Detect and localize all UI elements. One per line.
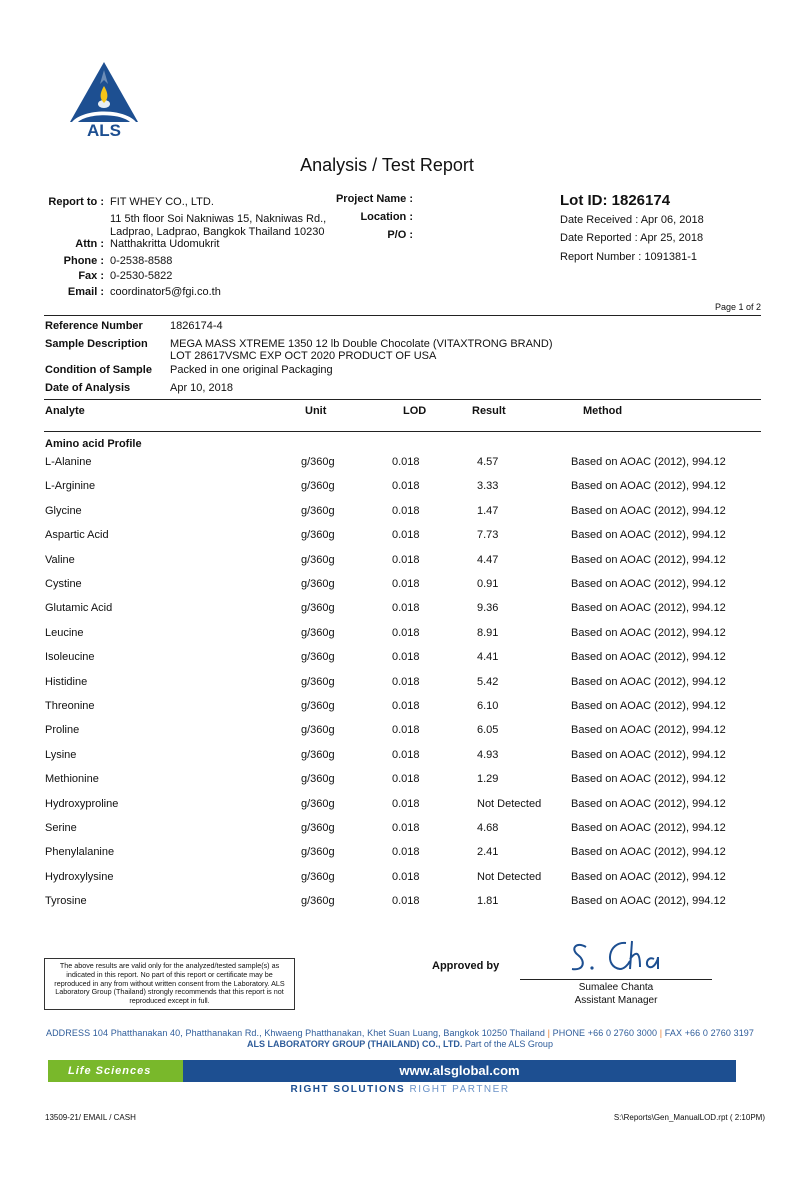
report-to-company: FIT WHEY CO., LTD.: [110, 196, 214, 208]
po-label: P/O :: [387, 229, 413, 241]
location-label: Location :: [360, 211, 413, 223]
report-to-address-line1: 11 5th floor Soi Nakniwas 15, Nakniwas Rd.,: [110, 213, 327, 225]
signature: [568, 937, 688, 977]
report-number: Report Number : 1091381-1: [560, 251, 697, 263]
phone-text: +66 0 2760 3000: [587, 1028, 658, 1038]
method-cell: Based on AOAC (2012), 994.12: [571, 846, 726, 859]
analyte-name: Threonine: [45, 700, 95, 712]
table-row: [0, 456, 800, 472]
analyte-name: Cystine: [45, 578, 82, 590]
analyte-name: Proline: [45, 724, 80, 737]
method-cell: Based on AOAC (2012), 994.12: [571, 456, 726, 468]
table-row: [0, 700, 800, 716]
result-cell: 4.57: [477, 456, 499, 468]
company-suffix: Part of the ALS Group: [464, 1039, 553, 1049]
lod-cell: 0.018: [392, 700, 420, 712]
result-cell: 4.93: [477, 748, 499, 761]
lod-cell: 0.018: [392, 822, 420, 834]
method-cell: Based on AOAC (2012), 994.12: [571, 773, 726, 786]
table-row: [0, 529, 800, 545]
tagline-bold: RIGHT SOLUTIONS: [290, 1084, 406, 1095]
table-row: [0, 602, 800, 618]
lod-cell: 0.018: [392, 456, 420, 468]
reference-label: Reference Number: [45, 320, 143, 332]
unit-cell: g/360g: [301, 797, 335, 810]
unit-cell: g/360g: [301, 822, 335, 834]
divider: [44, 399, 761, 400]
table-row: [0, 871, 800, 887]
table-row: [0, 749, 800, 765]
unit-cell: g/360g: [301, 700, 335, 712]
table-row: [0, 505, 800, 521]
description-line1: MEGA MASS XTREME 1350 12 lb Double Chocolate (VITAXTRONG BRAND): [170, 338, 553, 350]
footer-tagline: [0, 1084, 800, 1095]
description-line2: LOT 28617VSMC EXP OCT 2020 PRODUCT OF USA: [170, 350, 437, 362]
method-cell: Based on AOAC (2012), 994.12: [571, 504, 726, 517]
phone-label: Phone :: [63, 255, 104, 267]
method-cell: Based on AOAC (2012), 994.12: [571, 870, 726, 883]
analyte-name: Tyrosine: [45, 895, 87, 908]
analyte-name: Methionine: [45, 773, 99, 786]
lod-cell: 0.018: [392, 480, 420, 493]
table-row: [0, 578, 800, 594]
date-of-analysis-value: Apr 10, 2018: [170, 382, 233, 394]
table-row: [0, 554, 800, 570]
method-cell: Based on AOAC (2012), 994.12: [571, 724, 726, 737]
analyte-name: Hydroxyproline: [45, 797, 119, 810]
footer-code: 13509-21/ EMAIL / CASH: [45, 1113, 136, 1122]
unit-cell: g/360g: [301, 578, 335, 590]
analyte-name: Isoleucine: [45, 651, 95, 664]
lod-cell: 0.018: [392, 870, 420, 883]
banner-life-sciences: Life Sciences: [48, 1060, 183, 1082]
result-cell: 9.36: [477, 602, 499, 615]
report-to-address-line2: Ladprao, Ladprao, Bangkok Thailand 10230: [110, 226, 325, 238]
lod-cell: 0.018: [392, 553, 420, 566]
analyte-name: Glycine: [45, 504, 82, 517]
header-method: Method: [583, 405, 623, 417]
result-cell: 4.68: [477, 822, 499, 834]
condition-label: Condition of Sample: [45, 364, 152, 376]
date-of-analysis-label: Date of Analysis: [45, 382, 131, 394]
project-name-label: Project Name :: [335, 193, 413, 205]
fax-label: Fax :: [78, 270, 104, 282]
method-cell: Based on AOAC (2012), 994.12: [571, 822, 726, 834]
result-cell: 2.41: [477, 846, 499, 859]
unit-cell: g/360g: [301, 651, 335, 664]
result-cell: 1.29: [477, 773, 499, 786]
result-cell: 7.73: [477, 529, 499, 542]
analyte-name: Lysine: [45, 748, 77, 761]
lod-cell: 0.018: [392, 626, 420, 639]
unit-cell: g/360g: [301, 504, 335, 517]
unit-cell: g/360g: [301, 675, 335, 688]
email-label: Email :: [67, 286, 104, 298]
header-analyte: Analyte: [45, 405, 85, 417]
fax-value: 0-2530-5822: [110, 270, 173, 282]
footer-address: ADDRESS 104 Phatthanakan 40, Phatthanakan Rd., Khwaeng Phatthanakan, Khet Suan Luang, Bangkok 10250 Thailand | PHONE +66 0 2760 3000 | FAX +66 0 2760 3197: [45, 1028, 755, 1038]
method-cell: Based on AOAC (2012), 994.12: [571, 626, 726, 639]
company-name: ALS LABORATORY GROUP (THAILAND) CO., LTD.: [247, 1039, 463, 1049]
lod-cell: 0.018: [392, 602, 420, 615]
analyte-name: L-Arginine: [45, 480, 96, 493]
banner-website-link[interactable]: www.alsglobal.com: [183, 1060, 736, 1082]
method-cell: Based on AOAC (2012), 994.12: [571, 651, 726, 664]
condition-value: Packed in one original Packaging: [170, 364, 333, 376]
method-cell: Based on AOAC (2012), 994.12: [571, 553, 726, 566]
report-title: Analysis / Test Report: [300, 155, 474, 175]
reference-value: 1826174-4: [170, 320, 223, 332]
analyte-name: Glutamic Acid: [45, 602, 113, 615]
lod-cell: 0.018: [392, 846, 420, 859]
fax-label: FAX: [664, 1028, 683, 1038]
footer-banner: [48, 1060, 736, 1082]
signature-line: [520, 979, 712, 980]
address-label: ADDRESS: [45, 1028, 91, 1038]
unit-cell: g/360g: [301, 846, 335, 859]
description-label: Sample Description: [45, 338, 148, 350]
date-received: Date Received : Apr 06, 2018: [560, 214, 704, 226]
divider: [44, 431, 761, 432]
unit-cell: g/360g: [301, 456, 335, 468]
analyte-name: Phenylalanine: [45, 846, 115, 859]
table-row: [0, 627, 800, 643]
analyte-name: Aspartic Acid: [45, 529, 109, 542]
address-text: 104 Phatthanakan 40, Phatthanakan Rd., Khwaeng Phatthanakan, Khet Suan Luang, Bangkok 10250 Thailand: [92, 1028, 545, 1038]
unit-cell: g/360g: [301, 748, 335, 761]
table-row: [0, 724, 800, 740]
lot-id: Lot ID: 1826174: [560, 192, 671, 209]
method-cell: Based on AOAC (2012), 994.12: [571, 480, 726, 493]
report-to-label: Report to :: [48, 196, 104, 208]
result-cell: 8.91: [477, 626, 499, 639]
analyte-name: Serine: [45, 822, 77, 834]
header-lod: LOD: [403, 405, 427, 417]
result-cell: Not Detected: [477, 870, 542, 883]
method-cell: Based on AOAC (2012), 994.12: [571, 895, 726, 908]
table-row: [0, 480, 800, 496]
result-cell: 0.91: [477, 578, 499, 590]
method-cell: Based on AOAC (2012), 994.12: [571, 675, 726, 688]
unit-cell: g/360g: [301, 773, 335, 786]
lod-cell: 0.018: [392, 675, 420, 688]
result-cell: 1.81: [477, 895, 499, 908]
signer-name: Sumalee Chanta: [578, 982, 654, 993]
unit-cell: g/360g: [301, 870, 335, 883]
unit-cell: g/360g: [301, 529, 335, 542]
lod-cell: 0.018: [392, 895, 420, 908]
page-number: Page 1 of 2: [714, 302, 761, 312]
email-value: coordinator5@fgi.co.th: [110, 286, 221, 298]
lod-cell: 0.018: [392, 529, 420, 542]
phone-value: 0-2538-8588: [110, 255, 173, 267]
attn-label: Attn :: [75, 238, 104, 250]
divider: [44, 315, 761, 316]
als-logo: [64, 60, 144, 138]
analyte-name: Leucine: [45, 626, 84, 639]
lod-cell: 0.018: [392, 651, 420, 664]
lod-cell: 0.018: [392, 578, 420, 590]
result-cell: Not Detected: [477, 797, 542, 810]
unit-cell: g/360g: [301, 602, 335, 615]
result-cell: 6.05: [477, 724, 499, 737]
phone-label: PHONE: [552, 1028, 586, 1038]
result-cell: 6.10: [477, 700, 499, 712]
method-cell: Based on AOAC (2012), 994.12: [571, 578, 726, 590]
method-cell: Based on AOAC (2012), 994.12: [571, 797, 726, 810]
lod-cell: 0.018: [392, 797, 420, 810]
method-cell: Based on AOAC (2012), 994.12: [571, 602, 726, 615]
table-row: [0, 846, 800, 862]
result-cell: 3.33: [477, 480, 499, 493]
logo-text: ALS: [87, 121, 121, 138]
footer-company: [0, 1039, 800, 1049]
table-row: [0, 651, 800, 667]
analyte-name: Histidine: [45, 675, 88, 688]
unit-cell: g/360g: [301, 480, 335, 493]
fax-text: +66 0 2760 3197: [684, 1028, 755, 1038]
analyte-name: L-Alanine: [45, 456, 92, 468]
method-cell: Based on AOAC (2012), 994.12: [571, 700, 726, 712]
lod-cell: 0.018: [392, 724, 420, 737]
lod-cell: 0.018: [392, 748, 420, 761]
result-cell: 5.42: [477, 675, 499, 688]
lod-cell: 0.018: [392, 773, 420, 786]
analyte-name: Hydroxylysine: [45, 870, 114, 883]
unit-cell: g/360g: [301, 626, 335, 639]
unit-cell: g/360g: [301, 724, 335, 737]
header-result: Result: [472, 405, 506, 417]
signer-position: Assistant Manager: [574, 995, 658, 1006]
lod-cell: 0.018: [392, 504, 420, 517]
table-row: [0, 798, 800, 814]
result-cell: 4.41: [477, 651, 499, 664]
table-row: [0, 822, 800, 838]
analyte-name: Valine: [45, 553, 75, 566]
unit-cell: g/360g: [301, 553, 335, 566]
table-row: [0, 676, 800, 692]
footer-report-path: S:\Reports\Gen_ManualLOD.rpt ( 2:10PM): [613, 1113, 765, 1122]
section-title: Amino acid Profile: [45, 438, 142, 450]
result-cell: 4.47: [477, 553, 499, 566]
header-unit: Unit: [305, 405, 327, 417]
table-row: [0, 895, 800, 911]
table-row: [0, 773, 800, 789]
disclaimer: The above results are valid only for the analyzed/tested sample(s) as indicated in this report. No part of this report or certificate may be reproduced in any from without written consent from the Laboratory. ALS Laboratory Group (Thailand) strongly recommends that this report is not reproduced except in full.: [44, 958, 295, 1010]
result-cell: 1.47: [477, 504, 499, 517]
date-reported: Date Reported : Apr 25, 2018: [560, 232, 704, 244]
unit-cell: g/360g: [301, 895, 335, 908]
approved-by-label: Approved by: [432, 960, 500, 972]
attn-value: Natthakritta Udomukrit: [110, 238, 220, 250]
method-cell: Based on AOAC (2012), 994.12: [571, 529, 726, 542]
method-cell: Based on AOAC (2012), 994.12: [571, 748, 726, 761]
tagline-light: RIGHT PARTNER: [409, 1084, 510, 1095]
